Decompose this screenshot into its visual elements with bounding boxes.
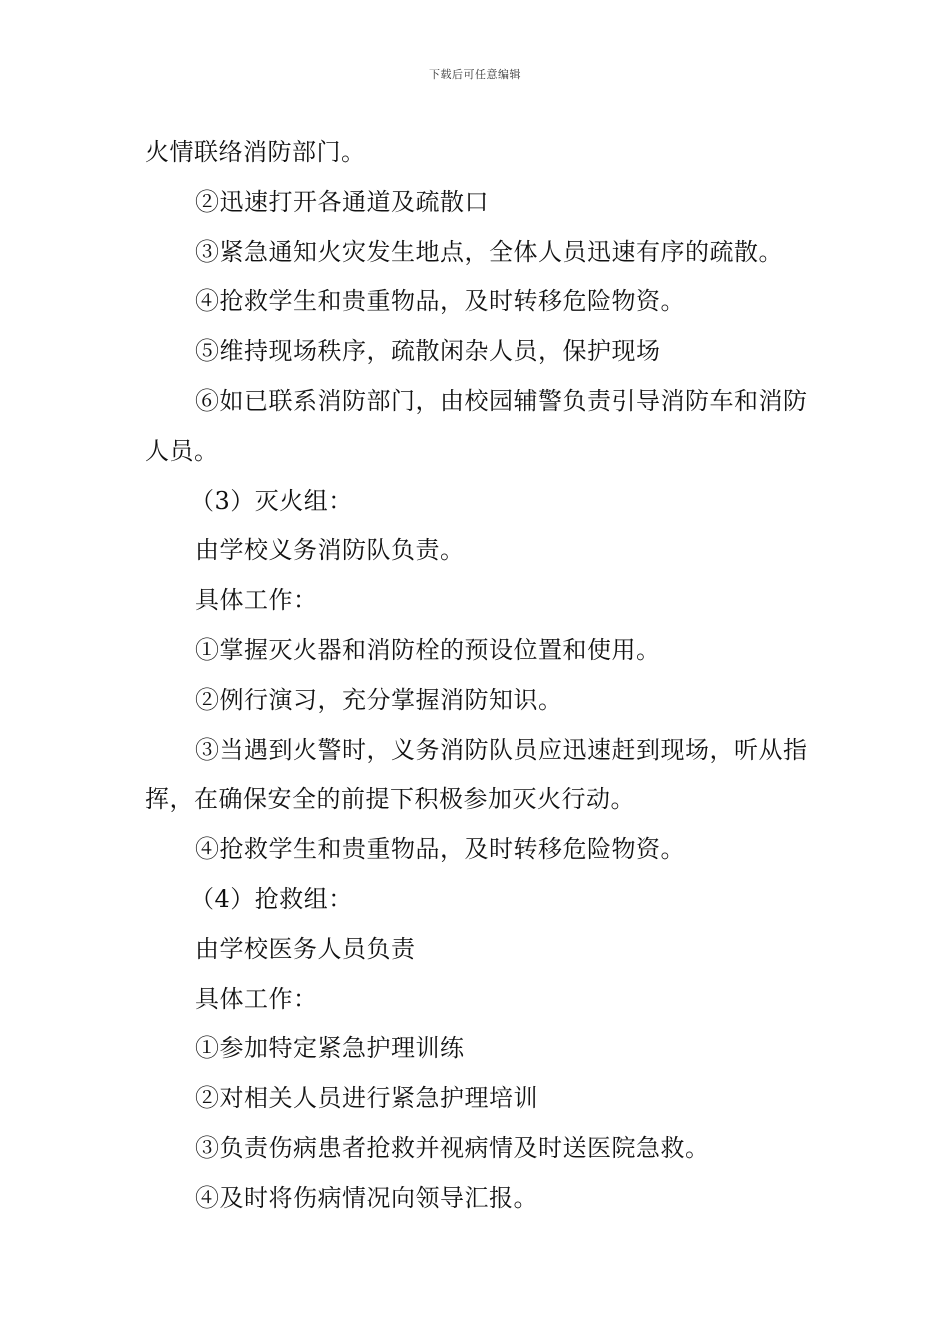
paragraph-text: 具体工作： xyxy=(195,586,318,615)
paragraph-item: ①掌握灭火器和消防栓的预设位置和使用。 xyxy=(195,635,661,664)
paragraph-text: 由学校义务消防队负责。 xyxy=(195,536,465,565)
paragraph-item: ③负责伤病患者抢救并视病情及时送医院急救。 xyxy=(195,1133,710,1162)
paragraph-text: 由学校医务人员负责 xyxy=(195,934,416,963)
document-body xyxy=(145,128,810,1224)
header-note: 下载后可任意编辑 xyxy=(429,68,521,81)
paragraph-continuation: 火情联络消防部门。 xyxy=(145,138,366,166)
paragraph-item: ②对相关人员进行紧急护理培训 xyxy=(195,1084,538,1113)
paragraph-item: ④抢救学生和贵重物品，及时转移危险物资。 xyxy=(195,835,685,864)
section-heading: （3）灭火组： xyxy=(190,486,353,515)
paragraph-text: 具体工作： xyxy=(195,984,318,1013)
paragraph-item: ②迅速打开各通道及疏散口 xyxy=(195,187,489,216)
section-heading: （4）抢救组： xyxy=(190,884,353,913)
paragraph-item: ③紧急通知火灾发生地点，全体人员迅速有序的疏散。 xyxy=(195,237,783,266)
paragraph-item: ④抢救学生和贵重物品，及时转移危险物资。 xyxy=(195,287,685,316)
paragraph-item: ①参加特定紧急护理训练 xyxy=(195,1034,465,1063)
paragraph-item: ⑥如已联系消防部门，由校园辅警负责引导消防车和消防人员。 xyxy=(145,386,808,465)
paragraph-item: ④及时将伤病情况向领导汇报。 xyxy=(195,1183,538,1212)
paragraph-item: ②例行演习，充分掌握消防知识。 xyxy=(195,685,563,714)
paragraph-item: ③当遇到火警时，义务消防队员应迅速赶到现场，听从指挥，在确保安全的前提下积极参加灭火行动。 xyxy=(145,735,808,814)
paragraph-item: ⑤维持现场秩序，疏散闲杂人员，保护现场 xyxy=(195,337,661,366)
